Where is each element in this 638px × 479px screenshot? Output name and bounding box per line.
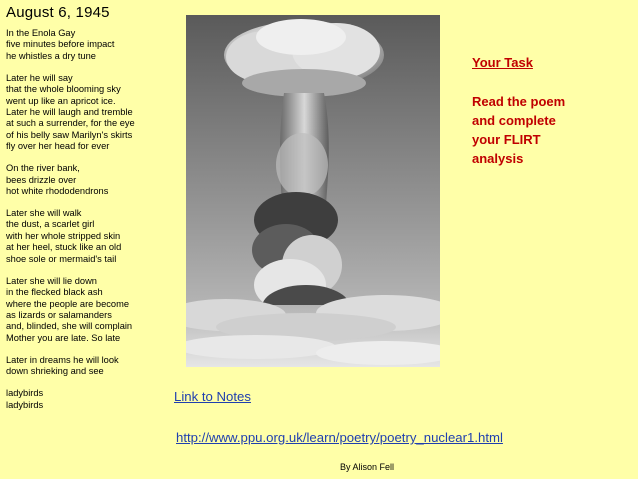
poem-title: August 6, 1945 xyxy=(6,4,110,21)
poem-line: that the whole blooming sky xyxy=(6,84,121,95)
poem-line: Later she will lie down xyxy=(6,275,97,286)
poem-line: at her heel, stuck like an old xyxy=(6,242,122,253)
poem-line: fly over her head for ever xyxy=(6,141,110,152)
poem-stanza xyxy=(6,28,178,62)
poem-line: where the people are become xyxy=(6,298,130,309)
poem-text xyxy=(6,28,178,422)
poem-line: the dust, a scarlet girl xyxy=(6,219,95,230)
task-heading: Your Task xyxy=(472,55,533,70)
poem-line: and, blinded, she will complain xyxy=(6,321,133,332)
poem-line: he whistles a dry tune xyxy=(6,50,96,61)
author-byline: By Alison Fell xyxy=(340,462,395,472)
poem-line: shoe sole or mermaid's tail xyxy=(6,253,117,264)
mushroom-cloud-photo xyxy=(186,15,440,367)
poem-line: In the Enola Gay xyxy=(6,28,76,38)
notes-link[interactable]: Link to Notes xyxy=(174,389,251,404)
poem-line: with her whole stripped skin xyxy=(6,230,121,241)
poem-line: down shrieking and see xyxy=(6,366,104,377)
poem-stanza xyxy=(6,388,178,411)
poem-stanza xyxy=(6,276,178,344)
poem-stanza xyxy=(6,355,178,378)
poem-url-link[interactable]: http://www.ppu.org.uk/learn/poetry/poetry_nuclear1.html xyxy=(176,430,503,445)
poem-line: in the flecked black ash xyxy=(6,287,103,298)
poem-line: Mother you are late. So late xyxy=(6,332,121,343)
poem-line: On the river bank, xyxy=(6,163,80,174)
poem-line: ladybirds xyxy=(6,388,44,399)
task-instructions: Read the poem and complete your FLIRT analysis xyxy=(472,94,566,166)
poem-stanza xyxy=(6,73,178,153)
poem-stanza xyxy=(6,163,178,197)
poem-line: bees drizzle over xyxy=(6,174,77,185)
poem-line: Later he will laugh and tremble xyxy=(6,107,133,118)
poem-line: as lizards or salamanders xyxy=(6,309,112,320)
poem-line: Later she will walk xyxy=(6,208,82,219)
poem-line: Later he will say xyxy=(6,72,73,83)
poem-line: five minutes before impact xyxy=(6,39,115,50)
poem-line: hot white rhododendrons xyxy=(6,186,109,197)
task-box xyxy=(472,55,622,168)
poem-line: ladybirds xyxy=(6,399,44,410)
poem-line: went up like an apricot ice. xyxy=(6,95,116,106)
poem-line: at such a surrender, for the eye xyxy=(6,118,135,129)
poem-line: of his belly saw Marilyn's skirts xyxy=(6,129,133,140)
poem-line: Later in dreams he will look xyxy=(6,354,119,365)
poem-stanza xyxy=(6,208,178,265)
